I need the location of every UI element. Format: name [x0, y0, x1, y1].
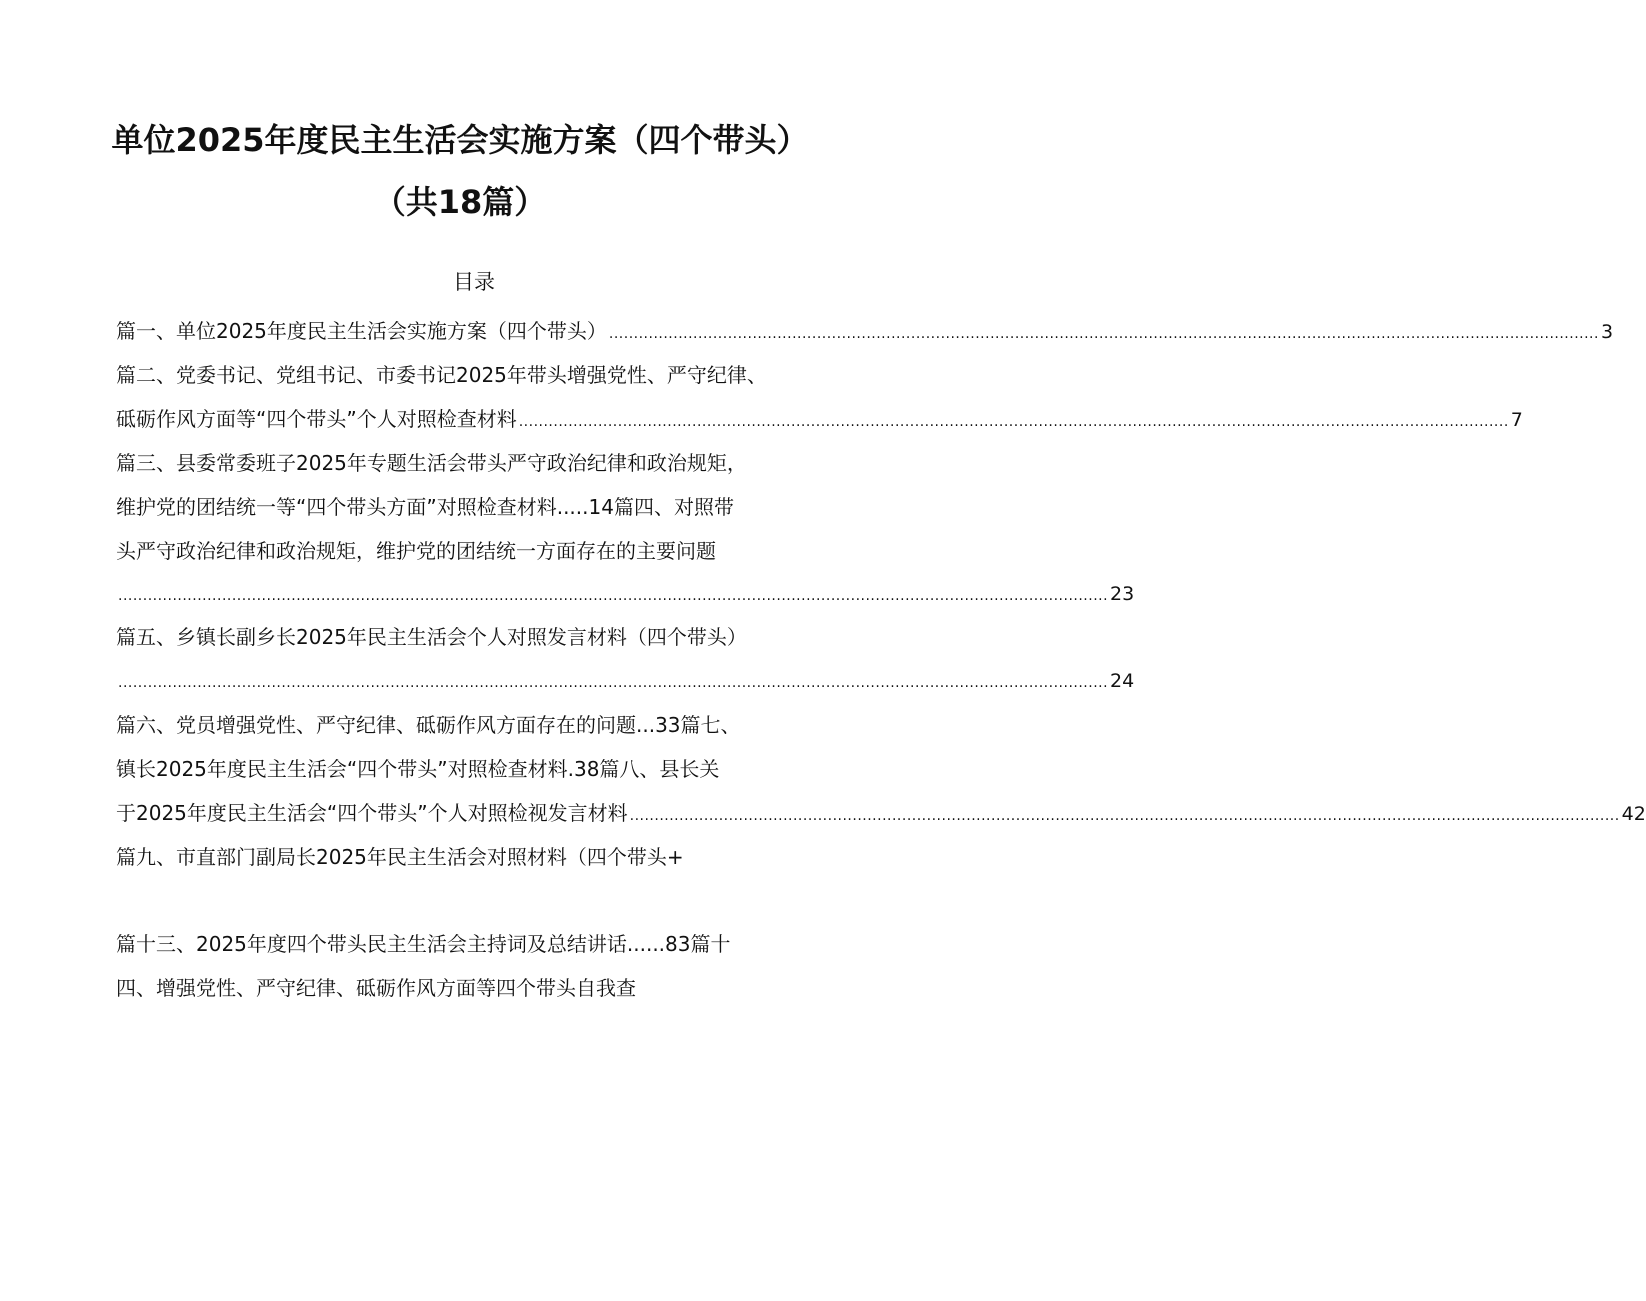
- toc-entry-text: 于2025年度民主生活会“四个带头”个人对照检视发言材料: [116, 801, 628, 825]
- toc-line: 篇五、乡镇长副乡长2025年民主生活会个人对照发言材料（四个带头）: [116, 625, 747, 649]
- toc-entry-page: 42: [1621, 803, 1646, 825]
- toc-entry: [116, 665, 1135, 699]
- toc-entry: [116, 315, 1614, 350]
- toc-entry-page: 24: [1110, 670, 1135, 692]
- toc-entry-page: 7: [1510, 409, 1523, 431]
- toc-entry-page: 23: [1110, 583, 1135, 605]
- toc-line: 篇二、党委书记、党组书记、市委书记2025年带头增强党性、严守纪律、: [116, 363, 767, 387]
- toc-line: 篇三、县委常委班子2025年专题生活会带头严守政治纪律和政治规矩，: [116, 451, 747, 475]
- dot-leader: ........................................................................................................................................................................................................: [608, 326, 1599, 342]
- dot-leader: ........................................................................................................................................................................................................: [629, 808, 1620, 824]
- dot-leader: ........................................................................................................................................................................................................: [118, 675, 1109, 691]
- toc-line: 篇六、党员增强党性、严守纪律、砥砺作风方面存在的问题...33篇七、: [116, 713, 741, 737]
- toc-line: 头严守政治纪律和政治规矩，维护党的团结统一方面存在的主要问题: [116, 539, 716, 563]
- document-subtitle: （共18篇）: [373, 183, 547, 221]
- toc-line: 篇十三、2025年度四个带头民主生活会主持词及总结讲话......83篇十: [116, 932, 731, 956]
- toc-entry: [116, 578, 1135, 612]
- dot-leader: ........................................................................................................................................................................................................: [118, 588, 1109, 604]
- document-title: 单位2025年度民主生活会实施方案（四个带头）: [111, 121, 809, 159]
- toc-entry-text: 篇一、单位2025年度民主生活会实施方案（四个带头）: [116, 319, 607, 343]
- dot-leader: ........................................................................................................................................................................................................: [518, 414, 1509, 430]
- toc-line: 篇九、市直部门副局长2025年民主生活会对照材料（四个带头+: [116, 845, 684, 869]
- toc-entry-text: 砥砺作风方面等“四个带头”个人对照检查材料: [116, 407, 517, 431]
- toc-heading: 目录: [453, 270, 495, 294]
- toc-entry: [116, 403, 1523, 438]
- toc-entry: [116, 797, 1646, 832]
- toc-line: 四、增强党性、严守纪律、砥砺作风方面等四个带头自我查: [116, 976, 636, 1000]
- toc-line: 镇长2025年度民主生活会“四个带头”对照检查材料.38篇八、县长关: [116, 757, 720, 781]
- toc-line: 维护党的团结统一等“四个带头方面”对照检查材料.....14篇四、对照带: [116, 495, 734, 519]
- toc-entry-page: 3: [1600, 321, 1614, 343]
